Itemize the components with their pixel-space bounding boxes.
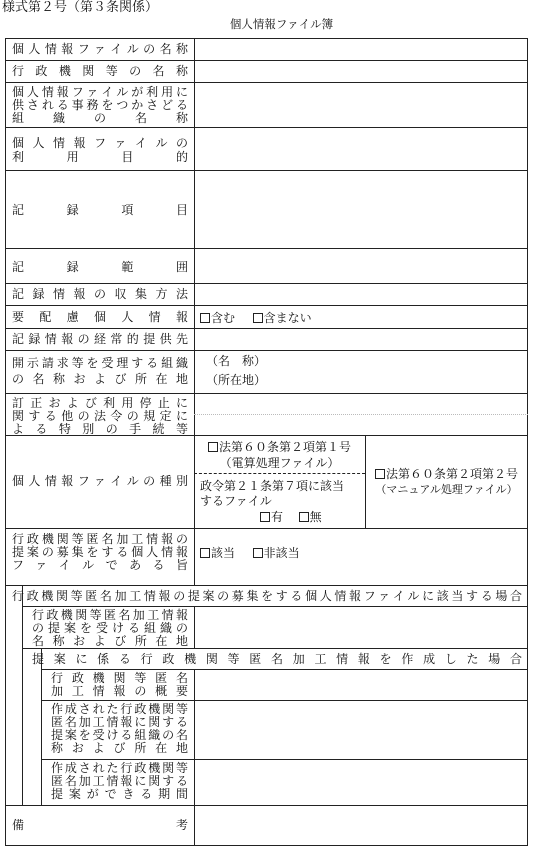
sensitive-yes-option[interactable]: 含む <box>200 311 235 325</box>
label-purpose-1: 個人情報ファイルの <box>12 136 188 150</box>
label-record-items: 記録項目 <box>12 203 188 217</box>
row-divider <box>6 283 528 284</box>
label-provision: 記録情報の経常的提供先 <box>12 332 188 346</box>
checkbox-icon[interactable] <box>253 548 263 558</box>
disclosure-name-label: （名 称） <box>206 354 267 368</box>
label-agency-name: 行政機関等の名称 <box>12 64 188 78</box>
label-purpose-2: 利用目的 <box>12 150 188 164</box>
label-special-2: 関する他の法令の規定に <box>12 409 188 423</box>
label-collection-method: 記録情報の収集方法 <box>12 287 188 301</box>
row-divider <box>6 328 528 329</box>
label-record-scope: 記録範囲 <box>12 260 188 274</box>
row-divider <box>6 585 528 586</box>
row-divider <box>22 606 528 607</box>
row-divider <box>6 528 528 529</box>
sensitive-options <box>200 311 312 326</box>
label-organization-2: 供される事務をつかさどる <box>12 98 188 112</box>
label-created-case: 提案に係る行政機関等匿名加工情報を作成した場合 <box>32 652 522 666</box>
checkbox-icon[interactable] <box>200 313 210 323</box>
label-summary-1: 行政機関等匿名 <box>51 671 188 685</box>
label-organization-3: 組織の名称 <box>12 111 188 125</box>
row-divider <box>6 170 528 171</box>
checkbox-icon[interactable] <box>253 313 263 323</box>
type-ordinance-line1: 政令第２１条第７項に該当 <box>200 479 345 493</box>
label-disclosure-2: の名称および所在地 <box>12 372 188 386</box>
row-divider <box>6 805 528 806</box>
register-table <box>5 38 528 846</box>
type-divider <box>365 435 366 528</box>
indent-divider <box>22 585 23 805</box>
label-receiving-org-1: 行政機関等匿名加工情報 <box>32 608 188 622</box>
anon-yes-option[interactable]: 該当 <box>200 546 235 560</box>
row-divider <box>6 350 528 351</box>
column-divider <box>194 39 195 585</box>
document-title: 個人情報ファイル簿 <box>229 17 334 31</box>
label-created-recv-3: 提案を受ける組織の名 <box>51 728 188 742</box>
row-divider <box>41 700 528 701</box>
label-sensitive-info: 要配慮個人情報 <box>12 310 188 324</box>
checkbox-icon[interactable] <box>299 512 309 522</box>
type-dashed-divider <box>194 473 365 474</box>
type-ordinance-options <box>260 510 322 525</box>
label-period-2: 匿名加工情報に関する <box>51 774 188 788</box>
label-file-name: 個人情報ファイルの名称 <box>12 42 188 56</box>
disclosure-divider <box>194 414 528 415</box>
checkbox-icon[interactable] <box>208 442 218 452</box>
column-divider <box>194 669 195 805</box>
label-period-1: 作成された行政機関等 <box>51 761 188 775</box>
type-manual-desc: （マニュアル処理ファイル） <box>375 483 518 496</box>
row-divider <box>6 248 528 249</box>
label-special-3: よる特別の手続等 <box>12 422 188 436</box>
label-special-1: 訂正および利用停止に <box>12 396 188 410</box>
row-divider <box>6 127 528 128</box>
type-electronic-option[interactable]: 法第６０条第２項第１号 <box>194 440 365 454</box>
checkbox-icon[interactable] <box>200 548 210 558</box>
row-divider <box>6 60 528 61</box>
row-divider <box>41 669 528 670</box>
ordinance-yes-option[interactable]: 有 <box>260 510 283 524</box>
label-created-recv-1: 作成された行政機関等 <box>51 702 188 716</box>
checkbox-icon[interactable] <box>375 469 385 479</box>
anon-options <box>200 546 300 561</box>
row-divider <box>41 759 528 760</box>
label-period-3: 提案ができる期間 <box>51 787 188 801</box>
sensitive-no-option[interactable]: 含まない <box>253 311 312 325</box>
ordinance-no-option[interactable]: 無 <box>299 510 322 524</box>
label-remarks: 備考 <box>12 818 188 832</box>
label-anon-case: 行政機関等匿名加工情報の提案の募集をする個人情報ファイルに該当する場合 <box>12 589 522 603</box>
label-anon-2: 提案の募集をする個人情報 <box>12 545 188 559</box>
type-manual-option[interactable]: 法第６０条第２項第２号 <box>365 467 528 481</box>
type-electronic-desc: （電算処理ファイル） <box>219 456 340 470</box>
column-divider <box>194 805 195 846</box>
disclosure-location-label: （所在地） <box>206 373 267 387</box>
label-file-type: 個人情報ファイルの種別 <box>12 474 188 488</box>
row-divider <box>6 305 528 306</box>
indent-divider <box>41 648 42 805</box>
label-receiving-org-3: 名称および所在地 <box>32 634 188 648</box>
row-divider <box>6 82 528 83</box>
column-divider <box>194 606 195 648</box>
label-organization-1: 個人情報ファイルが利用に <box>12 85 188 99</box>
label-anon-3: ファイルである旨 <box>12 558 188 572</box>
row-divider <box>6 393 528 394</box>
label-created-recv-2: 匿名加工情報に関する <box>51 715 188 729</box>
label-created-recv-4: 称および所在地 <box>51 741 188 755</box>
row-divider <box>22 648 528 649</box>
label-disclosure-1: 開示請求等を受理する組織 <box>12 356 188 370</box>
type-ordinance-line2: するファイル <box>200 494 272 508</box>
form-number: 様式第２号（第３条関係） <box>2 0 159 15</box>
label-anon-1: 行政機関等匿名加工情報の <box>12 532 188 546</box>
label-summary-2: 加工情報の概要 <box>51 684 188 698</box>
checkbox-icon[interactable] <box>260 512 270 522</box>
label-receiving-org-2: の提案を受ける組織の <box>32 621 188 635</box>
anon-no-option[interactable]: 非該当 <box>253 546 300 560</box>
